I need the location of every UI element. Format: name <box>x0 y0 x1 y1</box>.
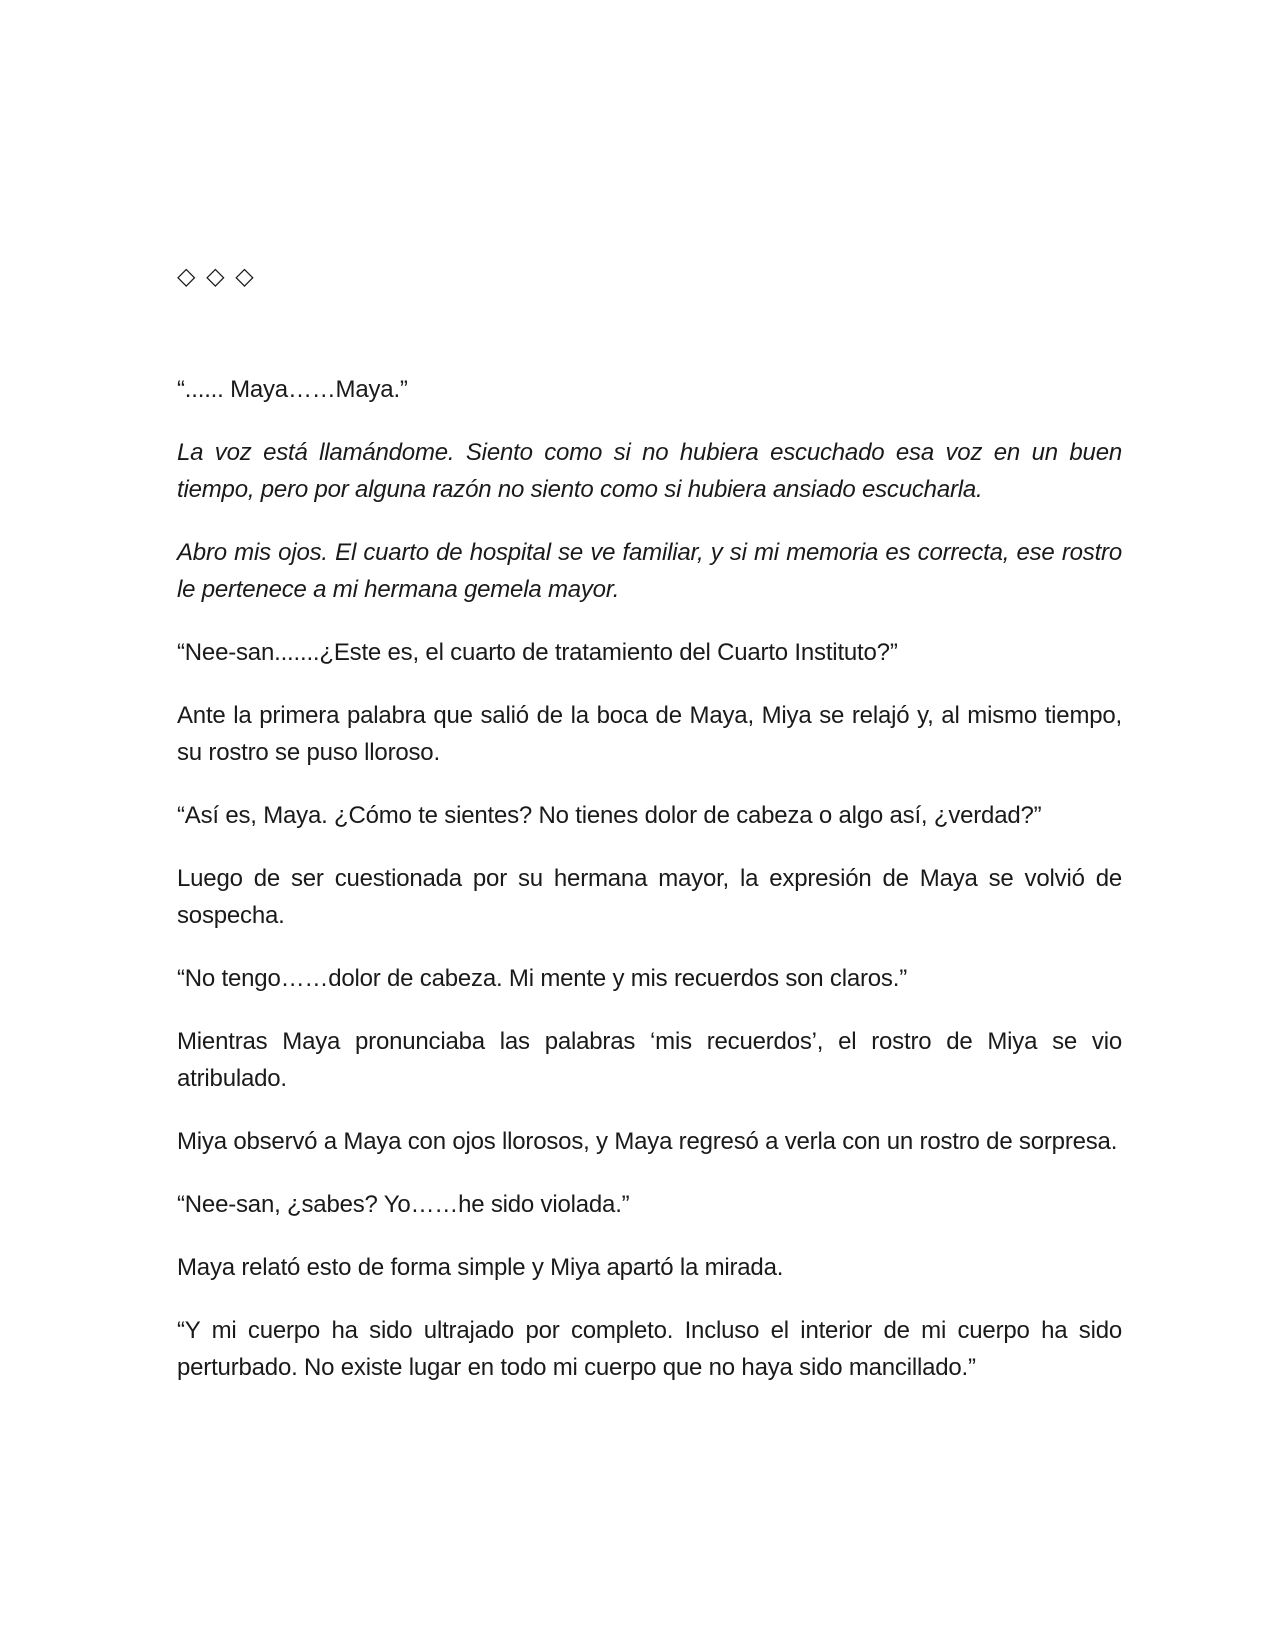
paragraph-narration: Mientras Maya pronunciaba las palabras ‘mis recuerdos’, el rostro de Miya se vio atribulado. <box>177 1028 1122 1092</box>
paragraph-dialogue: “No tengo……dolor de cabeza. Mi mente y mis recuerdos son claros.” <box>177 965 907 992</box>
paragraph-dialogue: “Nee-san, ¿sabes? Yo……he sido violada.” <box>177 1191 630 1218</box>
section-divider-diamonds: ◇ ◇ ◇ <box>177 263 256 290</box>
paragraph-dialogue: “Así es, Maya. ¿Cómo te sientes? No tienes dolor de cabeza o algo así, ¿verdad?” <box>177 802 1042 829</box>
paragraph-italic: La voz está llamándome. Siento como si no hubiera escuchado esa voz en un buen tiempo, pero por alguna razón no siento como si hubiera ansiado escucharla. <box>177 439 1122 503</box>
paragraph-dialogue: “Nee-san.......¿Este es, el cuarto de tratamiento del Cuarto Instituto?” <box>177 639 898 666</box>
paragraph-narration: Ante la primera palabra que salió de la boca de Maya, Miya se relajó y, al mismo tiempo, su rostro se puso lloroso. <box>177 702 1122 766</box>
paragraph-dialogue: “Y mi cuerpo ha sido ultrajado por completo. Incluso el interior de mi cuerpo ha sido perturbado. No existe lugar en todo mi cuerpo que no haya sido mancillado.” <box>177 1317 1122 1381</box>
paragraph-narration: Miya observó a Maya con ojos llorosos, y Maya regresó a verla con un rostro de sorpresa. <box>177 1128 1118 1155</box>
paragraph-italic: Abro mis ojos. El cuarto de hospital se ve familiar, y si mi memoria es correcta, ese rostro le pertenece a mi hermana gemela mayor. <box>177 539 1122 603</box>
paragraph-dialogue: “...... Maya……Maya.” <box>177 376 408 403</box>
paragraph-narration: Maya relató esto de forma simple y Miya apartó la mirada. <box>177 1254 784 1281</box>
document-body <box>177 371 1122 1386</box>
paragraph-narration: Luego de ser cuestionada por su hermana mayor, la expresión de Maya se volvió de sospecha. <box>177 865 1122 929</box>
